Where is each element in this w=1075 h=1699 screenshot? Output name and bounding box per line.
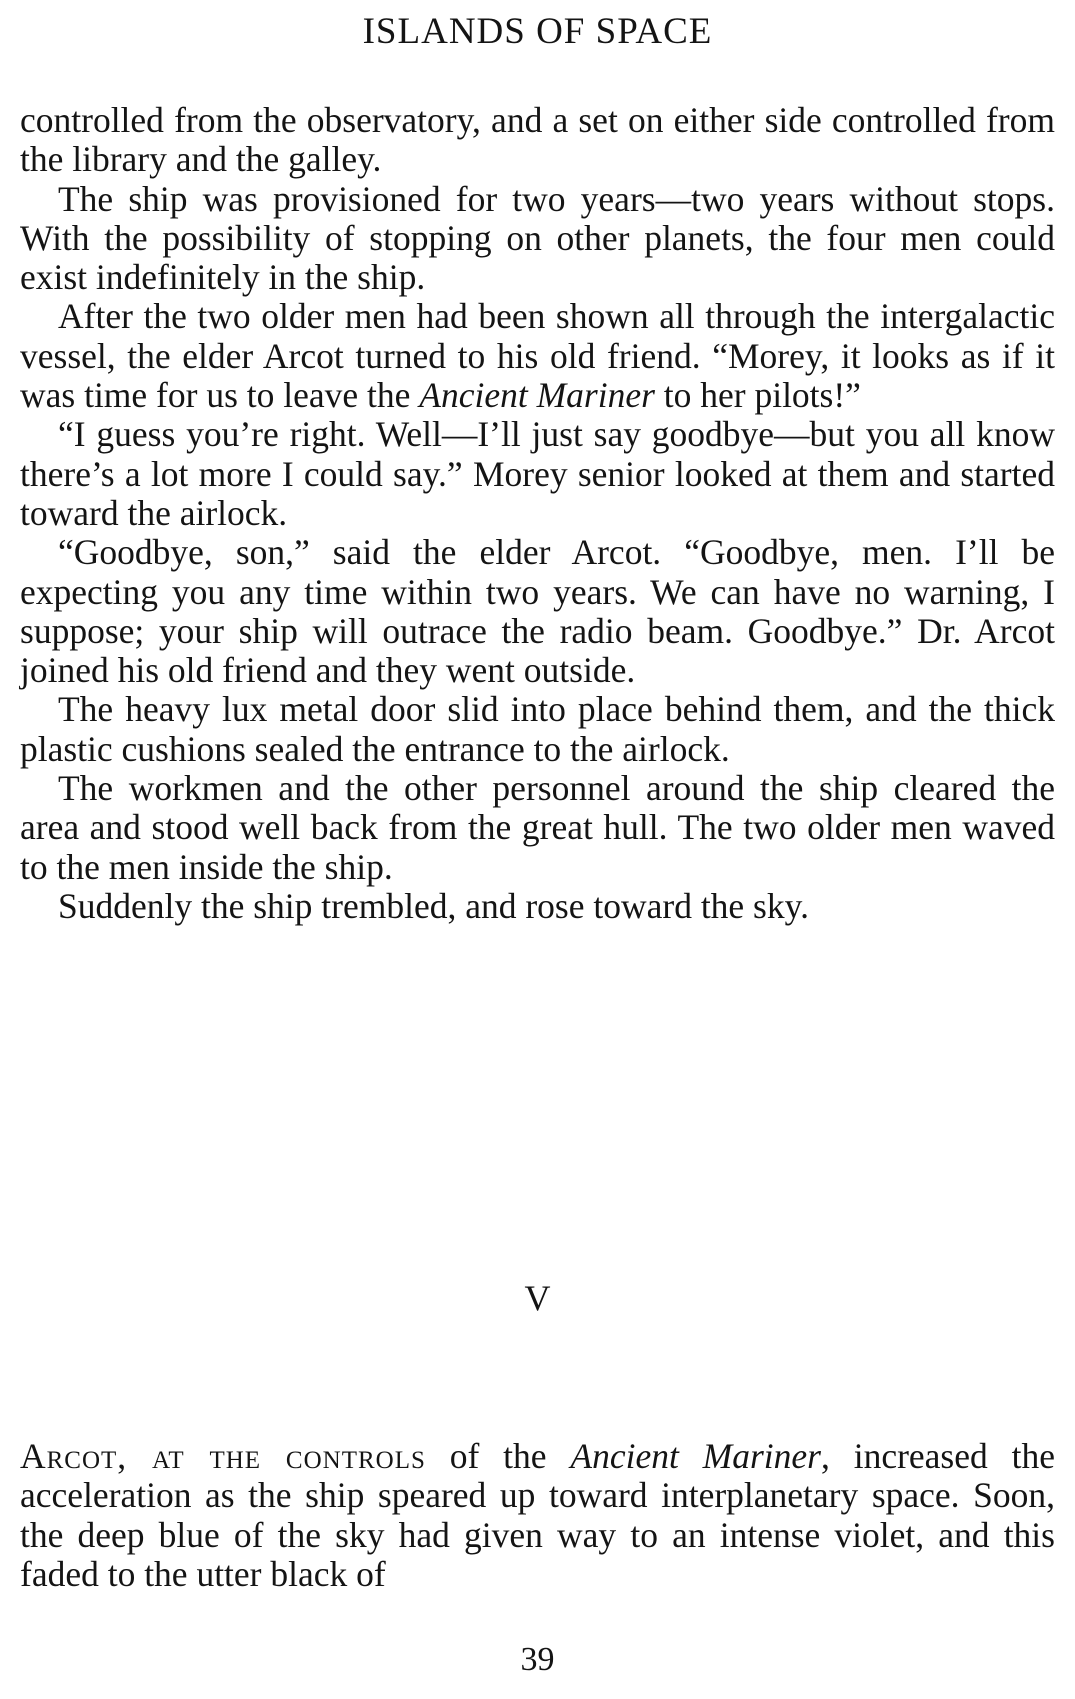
paragraph-chapter-opening (20, 1437, 1055, 1594)
paragraph-continued: controlled from the observatory, and a set on either side controlled from the library and the galley. (20, 100, 1055, 180)
running-head-title: ISLANDS OF SPACE (362, 11, 713, 52)
paragraph-workmen: The workmen and the other personnel around the ship cleared the area and stood well back from the great hull. The two older men waved to the men inside the ship. (20, 768, 1055, 887)
paragraph-text: to her pilots!” (654, 375, 861, 416)
ship-name-italic: Ancient Mariner (419, 375, 655, 416)
paragraph-liftoff: Suddenly the ship trembled, and rose toward the sky. (58, 885, 809, 926)
paragraph-text: , increased the acceleration as the ship speared up toward interplanetary space. Soon, the deep blue of the sky had given way to an intense violet, and this faded to the utter black of (20, 1436, 1055, 1594)
paragraph-goodbye-son: “Goodbye, son,” said the elder Arcot. “Goodbye, men. I’ll be expecting you any time within two years. We can have no warning, I suppose; your ship will outrace the radio beam. Goodbye.” Dr. Arcot joined his old friend and they went outside. (20, 532, 1055, 691)
paragraph-goodbye-morey: “I guess you’re right. Well—I’ll just say goodbye—but you all know there’s a lot more I could say.” Morey senior looked at them and started toward the airlock. (20, 414, 1055, 533)
text-block-upper (20, 101, 1055, 926)
text-block-chapter-opening (20, 1437, 1055, 1594)
paragraph-text: of the (425, 1436, 571, 1476)
chapter-number: V (524, 1278, 551, 1318)
paragraph-text: After the two older men had been shown all through the intergalactic vessel, the elder Arcot turned to his old friend. “Morey, it looks as if it was time for us to leave the (20, 296, 1055, 416)
ship-name-italic: Ancient Mariner (570, 1436, 821, 1476)
paragraph-provisions: The ship was provisioned for two years—two years without stops. With the possibility of stopping on other planets, the four men could exist indefinitely in the ship. (20, 178, 1055, 298)
paragraph-door: The heavy lux metal door slid into place behind them, and the thick plastic cushions sealed the entrance to the airlock. (20, 689, 1055, 769)
opening-small-caps: Arcot, at the controls (20, 1436, 426, 1476)
page-number: 39 (520, 1641, 555, 1678)
paragraph-leave-ship (20, 297, 1055, 415)
